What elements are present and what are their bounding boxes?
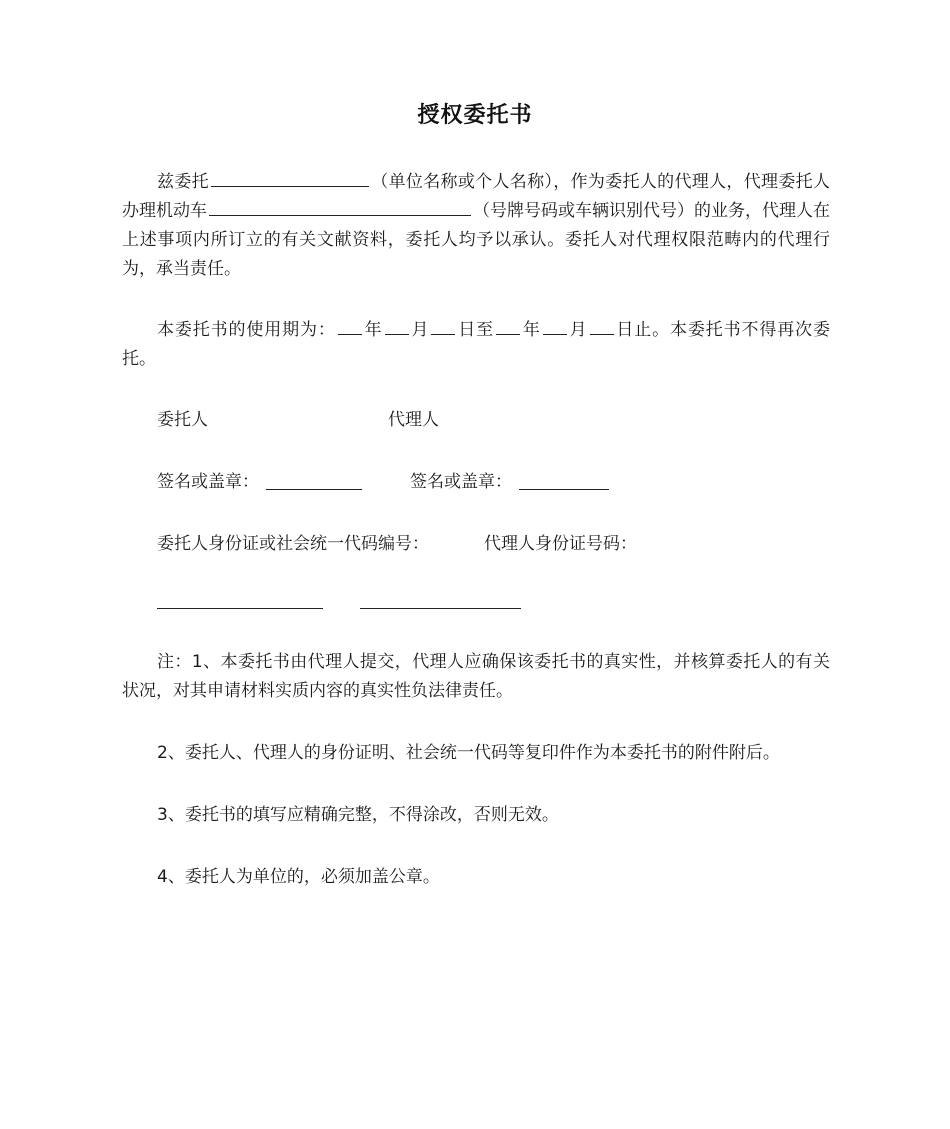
agent-id-line[interactable]	[360, 608, 521, 609]
month-label-1: 月	[410, 320, 430, 340]
note-item: 2、委托人、代理人的身份证明、社会统一代码等复印件作为本委托书的附件附后。	[157, 743, 780, 763]
document-title: 授权委托书	[417, 103, 533, 128]
agent-signature-line[interactable]	[519, 489, 609, 490]
end-day-blank[interactable]	[590, 316, 614, 335]
validity-end-text: 日止。本委托书不得再次委托。	[122, 320, 831, 369]
year-label-2: 年	[521, 320, 541, 340]
agent-label: 代理人	[388, 410, 439, 430]
vehicle-id-blank[interactable]	[209, 197, 471, 216]
agent-id-label: 代理人身份证号码：	[484, 534, 637, 554]
end-month-blank[interactable]	[543, 316, 567, 335]
note-item: 3、委托书的填写应精确完整，不得涂改，否则无效。	[157, 805, 559, 825]
day-label-1: 日至	[457, 320, 494, 340]
entrust-middle-text: （单位名称或个人名称），作为委托人的代理人，代理委托人办理机动车	[122, 172, 831, 221]
month-label-2: 月	[568, 320, 588, 340]
year-label-1: 年	[363, 320, 383, 340]
end-year-blank[interactable]	[496, 316, 520, 335]
validity-paragraph	[122, 316, 830, 374]
entrustment-paragraph	[122, 168, 830, 284]
principal-id-label: 委托人身份证或社会统一代码编号：	[157, 534, 429, 554]
start-month-blank[interactable]	[385, 316, 409, 335]
principal-id-line[interactable]	[157, 608, 323, 609]
validity-prefix: 本委托书的使用期为：	[157, 320, 336, 340]
principal-name-blank[interactable]	[211, 168, 369, 187]
start-year-blank[interactable]	[338, 316, 362, 335]
principal-label: 委托人	[157, 410, 208, 430]
principal-sign-label: 签名或盖章：	[157, 472, 259, 492]
note-item: 注：1、本委托书由代理人提交，代理人应确保该委托书的真实性，并核算委托人的有关状况，对其申请材料实质内容的真实性负法律责任。	[122, 652, 830, 701]
entrust-end-text: （号牌号码或车辆识别代号）的业务，代理人在上述事项内所订立的有关文献资料，委托人均予以承认。委托人对代理权限范畴内的代理行为，承当责任。	[122, 201, 830, 279]
note-item: 4、委托人为单位的，必须加盖公章。	[157, 867, 440, 887]
start-day-blank[interactable]	[431, 316, 455, 335]
principal-signature-line[interactable]	[266, 489, 362, 490]
entrust-prefix: 兹委托	[157, 172, 209, 192]
agent-sign-label: 签名或盖章：	[410, 472, 512, 492]
